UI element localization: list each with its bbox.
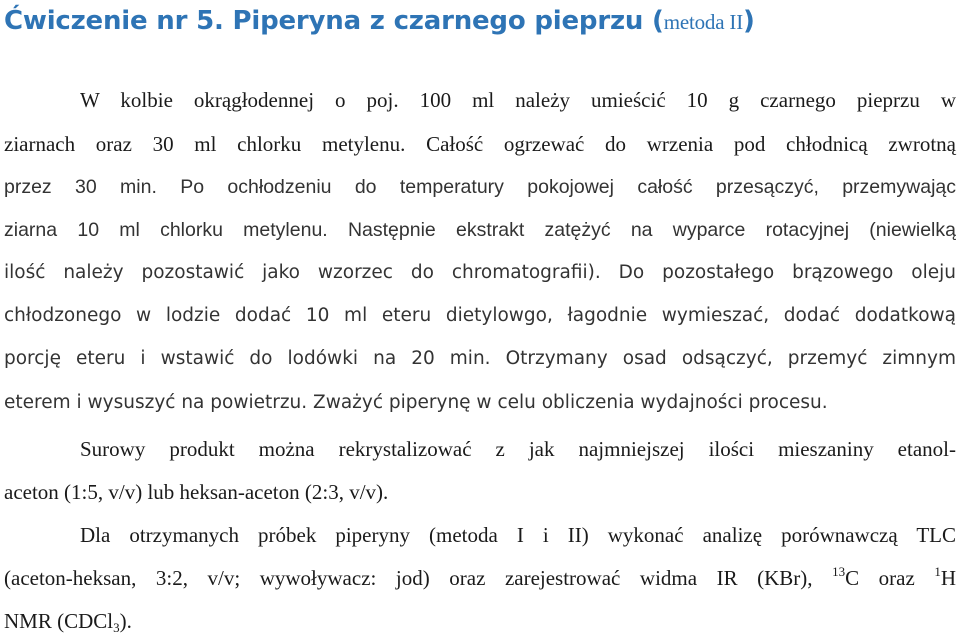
procedure-line-5: ilość należy pozostawić jako wzorzec do chromatografii). Do pozostałego brązowego oleju xyxy=(4,262,956,283)
procedure-line-3: przez 30 min. Po ochłodzeniu do temperatury pokojowej całość przesączyć, przemywając xyxy=(4,176,956,198)
analysis-line-3 xyxy=(4,606,956,636)
procedure-line-7: porcję eteru i wstawić do lodówki na 20 min. Otrzymany osad odsączyć, przemyć zimnym xyxy=(4,348,956,369)
analysis-line-2-text-c: H xyxy=(940,566,956,590)
analysis-line-2-text-b: C oraz xyxy=(845,566,935,590)
proton-1-superscript: 1 xyxy=(934,564,941,579)
procedure-line-8: eterem i wysuszyć na powietrzu. Zważyć piperynę w celu obliczenia wydajności procesu. xyxy=(4,392,828,413)
analysis-line-3-text-a: NMR (CDCl xyxy=(4,609,114,633)
heading-title: Ćwiczenie nr 5. Piperyna z czarnego pieprzu xyxy=(4,6,653,36)
heading-paren-open: ( xyxy=(652,6,664,36)
recrystallization-line-2: aceton (1:5, v/v) lub heksan-aceton (2:3, v/v). xyxy=(4,480,389,504)
procedure-line-6: chłodzonego w lodzie dodać 10 ml eteru dietylowgo, łagodnie wymieszać, dodać dodatkową xyxy=(4,305,956,326)
heading-method: metoda II xyxy=(663,10,743,34)
recrystallization-line-1: Surowy produkt można rekrystalizować z jak najmniejszej ilości mieszaniny etanol- xyxy=(80,437,956,461)
exercise-heading xyxy=(4,2,755,41)
procedure-line-2: ziarnach oraz 30 ml chlorku metylenu. Całość ogrzewać do wrzenia pod chłodnicą zwrotną xyxy=(4,132,956,156)
analysis-line-3-text-b: ). xyxy=(119,609,132,633)
chloroform-subscript: 3 xyxy=(113,620,120,635)
procedure-line-1: W kolbie okrągłodennej o poj. 100 ml należy umieścić 10 g czarnego pieprzu w xyxy=(80,88,956,112)
analysis-line-1: Dla otrzymanych próbek piperyny (metoda I i II) wykonać analizę porównawczą TLC xyxy=(80,523,956,547)
heading-paren-close: ) xyxy=(742,6,755,36)
analysis-line-2 xyxy=(4,563,956,593)
procedure-line-4: ziarna 10 ml chlorku metylenu. Następnie ekstrakt zatężyć na wyparce rotacyjnej (niewielką xyxy=(4,219,956,241)
analysis-line-2-text-a: (aceton-heksan, 3:2, v/v; wywoływacz: jod) oraz zarejestrować widma IR (KBr), xyxy=(4,566,833,590)
carbon-13-superscript: 13 xyxy=(832,564,846,579)
